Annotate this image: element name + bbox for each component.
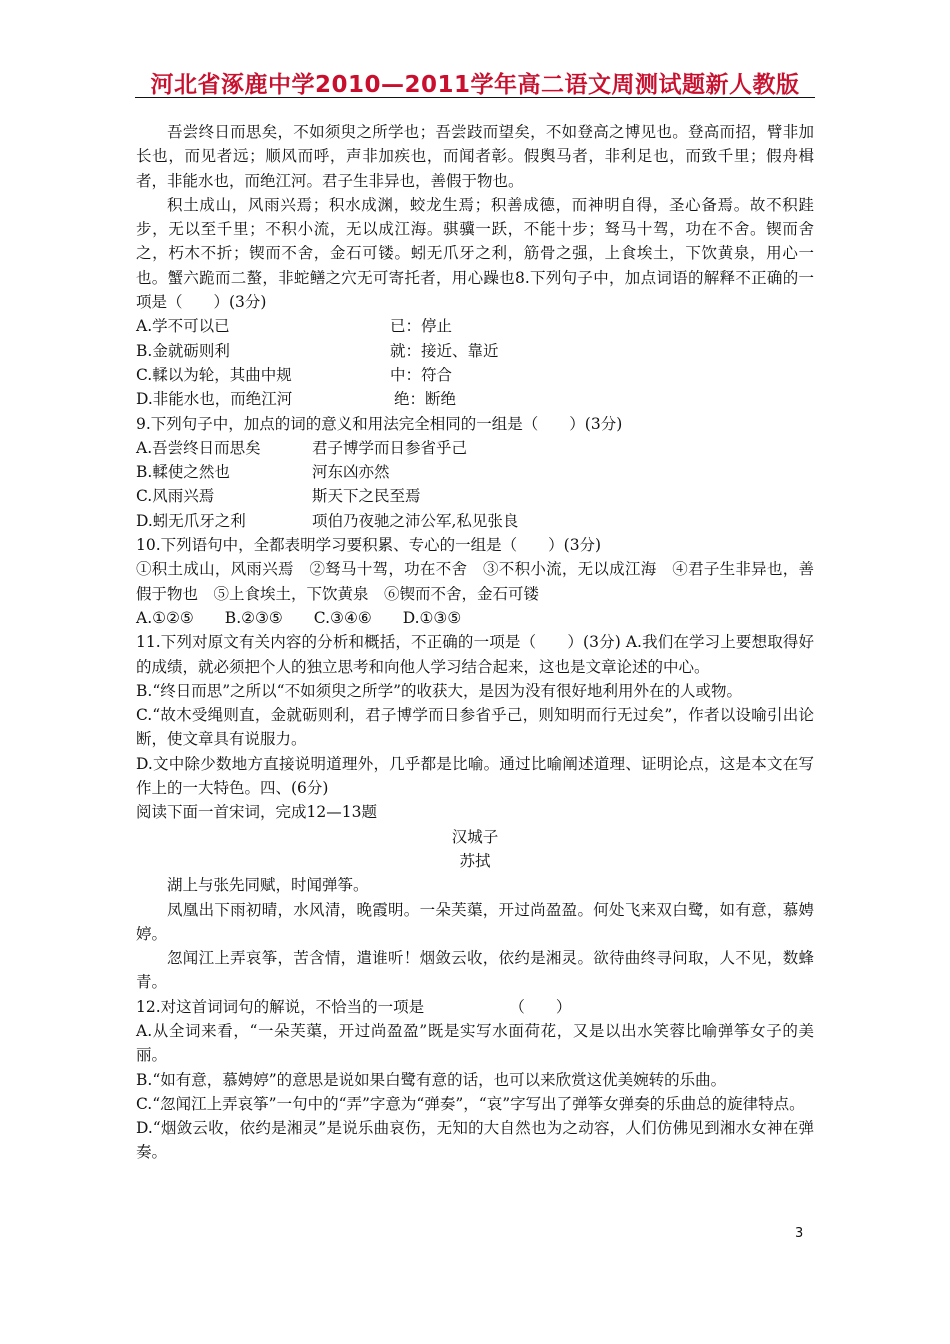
passage-paragraph-1: 吾尝终日而思矣，不如须臾之所学也；吾尝跂而望矣，不如登高之博见也。登高而招，臂非加长也，而见者远；顺风而呼，声非加疾也，而闻者彰。假舆马者，非利足也，而致千里；假舟楫者，非能水也，而绝江河。君子生非异也，善假于物也。 bbox=[136, 123, 814, 190]
q8-option-b bbox=[136, 339, 814, 363]
question-12-stem: 12.对这首词词句的解说，不恰当的一项是 （ ） bbox=[136, 997, 572, 1016]
page-content bbox=[136, 120, 814, 1165]
q9-option-right: 项伯乃夜驰之沛公军,私见张良 bbox=[312, 511, 519, 530]
q11-option-b: B.“终日而思”之所以“不如须臾之所学”的收获大，是因为没有很好地利用外在的人或物。 bbox=[136, 681, 743, 700]
poem-intro: 阅读下面一首宋词，完成12—13题 bbox=[136, 803, 377, 822]
question-10-stem: 10.下列语句中，全都表明学习要积累、专心的一组是（ ）(3分) bbox=[136, 536, 602, 555]
question-11-stem: 11.下列对原文有关内容的分析和概括，不正确的一项是（ ）(3分) A.我们在学习上要想取得好的成绩，就必须把个人的独立思考和向他人学习结合起来，这也是文章论述的中心。 bbox=[136, 633, 814, 676]
poem-title: 汉城子 bbox=[451, 827, 499, 846]
q9-option-a bbox=[136, 436, 814, 460]
q9-option-right: 斯天下之民至焉 bbox=[312, 487, 421, 506]
q9-option-d bbox=[136, 509, 814, 533]
q9-option-b bbox=[136, 460, 814, 484]
question-8-options bbox=[136, 314, 814, 411]
question-10-choices: A.①②⑤ B.②③⑤ C.③④⑥ D.①③⑤ bbox=[136, 608, 462, 627]
q9-option-right: 河东凶亦然 bbox=[312, 463, 390, 482]
q9-option-left: B.輮使之然也 bbox=[136, 463, 230, 482]
q8-option-c bbox=[136, 363, 814, 387]
page-number: 3 bbox=[795, 1226, 804, 1241]
q11-option-c: C.“故木受绳则直，金就砺则利，君子博学而日参省乎己，则知明而行无过矣”，作者以设喻引出论断，使文章具有说服力。 bbox=[136, 706, 814, 749]
question-9-stem: 9.下列句子中，加点的词的意义和用法完全相同的一组是（ ）(3分) bbox=[136, 414, 623, 433]
q12-option-b: B.“如有意，慕娉婷”的意思是说如果白鹭有意的话，也可以来欣赏这优美婉转的乐曲。 bbox=[136, 1070, 727, 1089]
q8-option-d bbox=[136, 387, 814, 411]
q8-option-sentence: D.非能水也，而绝江河 bbox=[136, 390, 293, 409]
q9-option-left: D.蚓无爪牙之利 bbox=[136, 511, 246, 530]
q9-option-c bbox=[136, 484, 814, 508]
q8-option-gloss: 中：符合 bbox=[390, 365, 453, 384]
poem-stanza-1: 凤凰出下雨初晴，水风清，晚霞明。一朵芙蕖，开过尚盈盈。何处飞来双白鹭，如有意，慕娉婷。 bbox=[136, 900, 814, 943]
poem-preface: 湖上与张先同赋，时闻弹筝。 bbox=[167, 876, 369, 895]
question-10-items: ①积土成山，风雨兴焉 ②驽马十驾，功在不舍 ③不积小流，无以成江海 ④君子生非异也，善假于物也 ⑤上食埃土，下饮黄泉 ⑥锲而不舍，金石可镂 bbox=[136, 560, 814, 603]
q8-option-gloss: 就：接近、靠近 bbox=[390, 341, 499, 360]
q8-option-gloss: 已：停止 bbox=[390, 317, 453, 336]
q12-option-a: A.从全词来看，“一朵芙蕖，开过尚盈盈”既是实写水面荷花，又是以出水笑蓉比喻弹筝女子的美丽。 bbox=[136, 1021, 814, 1065]
q8-option-sentence: B.金就砺则利 bbox=[136, 341, 230, 360]
q11-option-d: D.文中除少数地方直接说明道理外，几乎都是比喻。通过比喻阐述道理、证明论点，这是本文在写作上的一大特色。四、(6分) bbox=[136, 754, 814, 798]
q8-option-sentence: C.輮以为轮，其曲中规 bbox=[136, 365, 292, 384]
q12-option-c: C.“忽闻江上弄哀筝”一句中的“弄”字意为“弹奏”，“哀”字写出了弹筝女弹奏的乐曲总的旋律特点。 bbox=[136, 1094, 805, 1113]
q12-option-d: D.“烟敛云收，依约是湘灵”是说乐曲哀伤，无知的大自然也为之动容，人们仿佛见到湘水女神在弹奏。 bbox=[136, 1119, 814, 1162]
q9-option-right: 君子博学而日参省乎己 bbox=[312, 438, 468, 457]
question-9-options bbox=[136, 436, 814, 533]
poem-stanza-2: 忽闻江上弄哀筝，苦含情，遣谁听！烟敛云收，依约是湘灵。欲待曲终寻问取，人不见，数蜂青。 bbox=[136, 949, 814, 992]
q9-option-left: A.吾尝终日而思矣 bbox=[136, 438, 261, 457]
q8-option-gloss: 绝：断绝 bbox=[394, 390, 457, 409]
q8-option-a bbox=[136, 314, 814, 338]
q8-option-sentence: A.学不可以已 bbox=[136, 317, 230, 336]
q9-option-left: C.风雨兴焉 bbox=[136, 487, 215, 506]
poem-author: 苏拭 bbox=[459, 851, 491, 870]
document-title: 河北省涿鹿中学2010—2011学年高二语文周测试题新人教版 bbox=[150, 72, 800, 98]
header-rule bbox=[135, 97, 815, 98]
passage-paragraph-2: 积土成山，风雨兴焉；积水成渊，蛟龙生焉；积善成德，而神明自得，圣心备焉。故不积跬步，无以至千里；不积小流，无以成江海。骐骥一跃，不能十步；驽马十驾，功在不舍。锲而舍之，朽木不折；锲而不舍，金石可镂。蚓无爪牙之利，筋骨之强，上食埃土，下饮黄泉，用心一也。蟹六跪而二螯，非蛇鳝之穴无可寄托者，用心躁也8.下列句子中，加点词语的解释不正确的一项是（ ）(3分) bbox=[136, 195, 814, 312]
